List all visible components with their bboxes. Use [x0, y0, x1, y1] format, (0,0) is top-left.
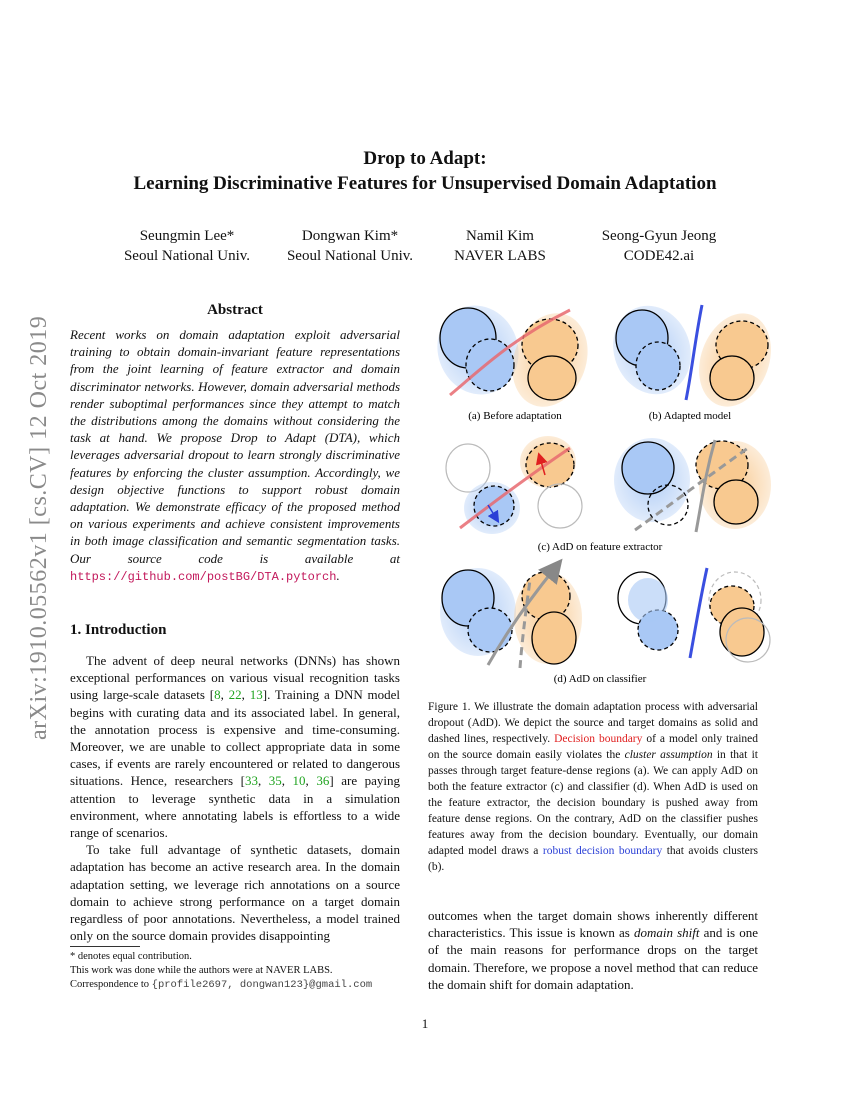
figure-1	[430, 300, 770, 695]
panel-d-classifier-right	[618, 568, 770, 662]
intro-heading: 1. Introduction	[70, 622, 167, 638]
footnote-rule	[70, 946, 140, 947]
author-affiliation: Seoul National Univ.	[123, 248, 251, 264]
caption-robust-boundary: robust decision boundary	[542, 845, 663, 857]
caption-decision-boundary: Decision boundary	[554, 733, 643, 745]
author-affiliation: CODE42.ai	[623, 248, 695, 264]
abstract-body	[70, 326, 400, 586]
author-name: Seong-Gyun Jeong	[601, 228, 717, 244]
citation-link[interactable]: 33	[244, 773, 258, 789]
panel-d-classifier	[440, 568, 582, 668]
right-column-text: outcomes when the target domain shows inherently different characteristics. This issue is known as domain shift and is one of the main reasons for performance drops on the target domain. Therefore, we propose a novel method that can reduce the domain shift for domain adaptation.	[428, 908, 758, 992]
page-number: 1	[421, 1016, 429, 1031]
citation-link[interactable]: 8	[214, 687, 221, 703]
author-name: Dongwan Kim*	[301, 228, 399, 244]
citation-link[interactable]: 22	[228, 687, 242, 703]
author-1	[92, 226, 282, 266]
panel-c-feature-extractor	[446, 436, 582, 534]
author-name: Namil Kim	[466, 228, 534, 244]
abstract-heading: Abstract	[207, 302, 263, 318]
subcaption-b: (b) Adapted model	[648, 410, 732, 422]
paper-title-line1: Drop to Adapt:	[363, 148, 487, 169]
subcaption-a: (a) Before adaptation	[468, 410, 562, 422]
abstract-end: .	[336, 567, 340, 583]
abstract-text: Recent works on domain adaptation exploit adversarial training to obtain domain-invariant feature representations from the joint learning of feature extractor and domain discriminator networks. However, domain adversarial methods render suboptimal performances since they attempt to match the distributions among the domains without considering the task at hand. We propose Drop to Adapt (DTA), which leverages adversarial dropout to learn strongly discriminative features by enforcing the cluster assumption. Accordingly, we design objective functions to support robust domain adaptation. We demonstrate efficacy of the proposed method on various experiments and achieve consistent improvements in both image classification and semantic segmentation tasks. Our source code is available at	[70, 327, 400, 566]
citation-link[interactable]: 36	[316, 773, 330, 789]
figure-caption: Figure 1. We illustrate the domain adaptation process with adversarial dropout (AdD). We depict the source and target domains as solid and dashed lines, respectively. Decision boundary of a model only trained on the source domain easily violates the cluster assumption in that it passes through target feature-dense regions (a). We can apply AdD on both the feature extractor (c) and classifier (d). When AdD is used on the feature extractor, the decision boundary is pushed away from feature dense regions. On the contrary, AdD on the classifier pushes features away from the decision boundary. Eventually, our domain adapted model draws a robust decision boundary that avoids clusters (b).	[428, 701, 758, 873]
panel-a-before-adaptation	[425, 294, 600, 417]
panel-b-adapted-model	[601, 295, 783, 417]
intro-paragraph-1: The advent of deep neural networks (DNNs) has shown exceptional performances on various visual recognition tasks using large-scale datasets [8, 22, 13]. Training a DNN model begins with curating data and its associated label. In general, the annotation process is expensive and time-consuming. Moreover, we are unable to collect appropriate data in some cases, if events are rarely encountered or related to dangerous situations. Hence, researchers [33, 35, 10, 36] are paying attention to leverage synthetic data in a simulation environment, where annotating labels is effortless to a wide range of scenarios.	[70, 653, 401, 841]
intro-body	[70, 652, 400, 944]
footnote-equal-contribution: * denotes equal contribution.	[70, 951, 192, 962]
author-name: Seungmin Lee*	[139, 228, 235, 244]
citation-link[interactable]: 13	[249, 687, 263, 703]
author-4	[564, 226, 754, 266]
citation-link[interactable]: 35	[268, 773, 282, 789]
author-affiliation: NAVER LABS	[454, 248, 546, 264]
contact-email[interactable]: {profile2697, dongwan123}@gmail.com	[151, 979, 373, 991]
footnote-correspondence: This work was done while the authors were at NAVER LABS. Correspondence to {profile2697, dongwan123}@gmail.com	[70, 965, 373, 991]
author-affiliation: Seoul National Univ.	[286, 248, 414, 264]
source-code-link[interactable]: https://github.com/postBG/DTA.pytorch	[70, 569, 337, 584]
subcaption-c: (c) AdD on feature extractor	[537, 541, 663, 553]
subcaption-d: (d) AdD on classifier	[553, 673, 647, 685]
footnotes	[70, 950, 400, 992]
panel-c-feature-extractor-right	[614, 438, 771, 532]
paper-title-line2: Learning Discriminative Features for Unsupervised Domain Adaptation	[133, 173, 717, 194]
citation-link[interactable]: 10	[292, 773, 306, 789]
arxiv-stamp: arXiv:1910.05562v1 [cs.CV] 12 Oct 2019	[26, 315, 52, 740]
intro-paragraph-2: To take full advantage of synthetic datasets, domain adaptation has become an active research area. In the domain adaptation setting, we leverage rich annotations on a source domain to achieve strong performance on a target domain regardless of poor annotations. Nevertheless, a model trained only on the source domain provides disappointing	[70, 842, 400, 944]
